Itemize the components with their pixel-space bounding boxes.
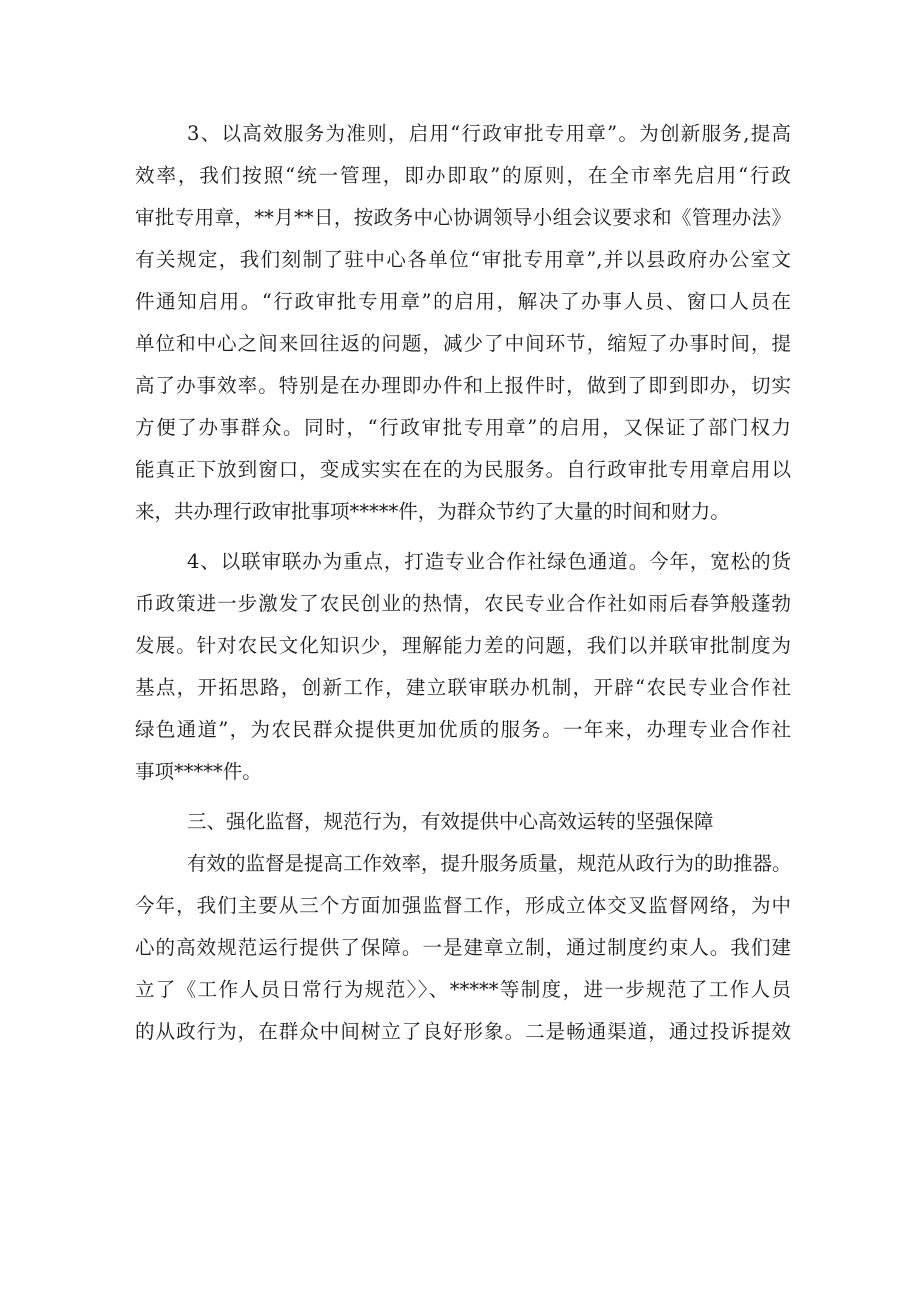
paragraph-spacer — [135, 793, 791, 801]
paragraph-supervision — [135, 843, 791, 1053]
text-line: 单位和中心之间来回往返的问题，减少了中间环节，缩短了办事时间，提 — [135, 332, 791, 355]
text-line: 事项*****件。 — [135, 760, 262, 783]
text-line: 有关规定，我们刻制了驻中心各单位“审批专用章”,并以县政府办公室文 — [135, 248, 791, 271]
paragraph-spacer — [135, 533, 791, 541]
text-line: 件通知启用。“行政审批专用章”的启用，解决了办事人员、窗口人员在 — [135, 290, 791, 313]
text-line: 绿色通道”，为农民群众提供更加优质的服务。一年来，办理专业合作社 — [135, 718, 791, 741]
text-line: 基点，开拓思路，创新工作，建立联审联办机制，开辟“农民专业合作社 — [135, 676, 791, 699]
text-line: 审批专用章，**月**日，按政务中心协调领导小组会议要求和《管理办法》 — [135, 206, 791, 229]
text-line: 今年，我们主要从三个方面加强监督工作，形成立体交叉监督网络，为中 — [135, 894, 791, 917]
text-line: 的从政行为，在群众中间树立了良好形象。二是畅通渠道，通过投诉提效 — [135, 1020, 791, 1043]
text-line: 币政策进一步激发了农民创业的热情，农民专业合作社如雨后春笋般蓬勃 — [135, 592, 791, 615]
section-heading: 三、强化监督，规范行为，有效提供中心高效运转的坚强保障 — [187, 810, 714, 833]
text-line: 立了《工作人员日常行为规范〉〉、*****等制度，进一步规范了工作人员 — [135, 978, 791, 1001]
text-line: 有效的监督是提高工作效率，提升服务质量，规范从政行为的助推器。 — [187, 852, 792, 875]
text-line: 方便了办事群众。同时，“行政审批专用章”的启用，又保证了部门权力 — [135, 416, 791, 439]
paragraph-official-seal — [135, 113, 791, 533]
text-line: 能真正下放到窗口，变成实实在在的为民服务。自行政审批专用章启用以 — [135, 458, 791, 481]
text-line: 3、以高效服务为准则，启用“行政审批专用章”。为创新服务,提高 — [187, 122, 791, 145]
document-body — [135, 113, 791, 1053]
text-line: 发展。针对农民文化知识少，理解能力差的问题，我们以并联审批制度为 — [135, 634, 791, 657]
text-line: 4、以联审联办为重点，打造专业合作社绿色通道。今年，宽松的货 — [187, 550, 791, 573]
text-line: 效率，我们按照“统一管理，即办即取”的原则，在全市率先启用“行政 — [135, 164, 791, 187]
text-line: 来，共办理行政审批事项*****件，为群众节约了大量的时间和财力。 — [135, 500, 730, 523]
text-line: 高了办事效率。特别是在办理即办件和上报件时，做到了即到即办，切实 — [135, 374, 791, 397]
paragraph-joint-approval — [135, 541, 791, 793]
text-line: 心的高效规范运行提供了保障。一是建章立制，通过制度约束人。我们建 — [135, 936, 791, 959]
